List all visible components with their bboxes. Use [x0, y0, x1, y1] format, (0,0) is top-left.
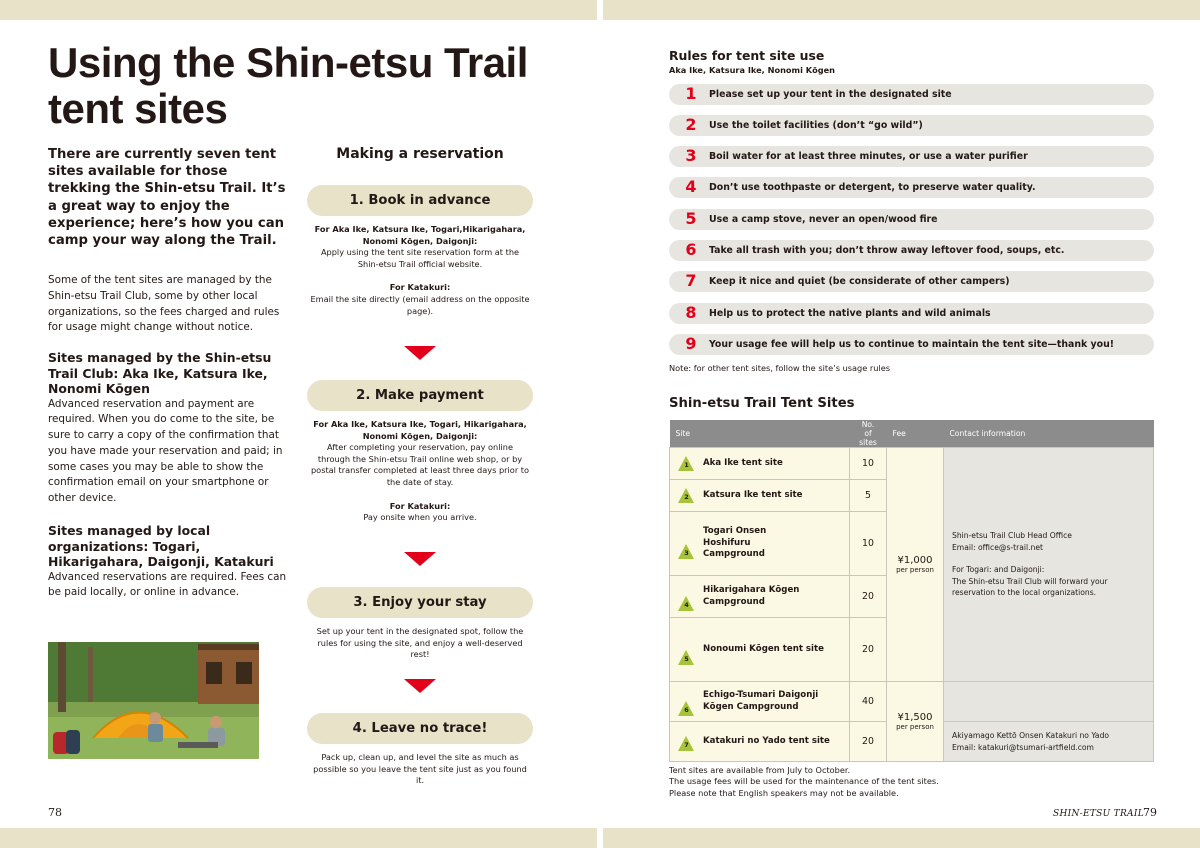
site-cell — [670, 448, 850, 480]
header-count-line1: No. — [861, 420, 875, 429]
contact-cell-1 — [944, 448, 1154, 682]
triangle-badge-icon: 2 — [678, 488, 695, 503]
site-count: 10 — [850, 448, 887, 480]
step-2-text — [310, 419, 530, 524]
site-count: 20 — [850, 576, 887, 618]
table-row — [670, 682, 1154, 722]
triangle-badge-icon: 5 — [678, 650, 695, 665]
step-1-text — [310, 224, 530, 317]
table-row — [670, 448, 1154, 480]
section-trail-club — [48, 350, 288, 507]
fee-amount-2: ¥1,500 — [897, 712, 933, 723]
step-4-text: Pack up, clean up, and level the site as much as possible so you leave the tent site just as you found it. — [313, 752, 527, 786]
rule-text: Please set up your tent in the designated site — [709, 89, 952, 100]
rules-note: Note: for other tent sites, follow the site’s usage rules — [669, 363, 891, 373]
top-band-left — [0, 0, 597, 20]
camping-photo — [48, 642, 259, 759]
step-1-bold-2: For Katakuri: — [389, 282, 451, 293]
header-count-line2: of sites — [859, 429, 877, 447]
down-arrow-icon — [404, 346, 436, 360]
rules-heading: Rules for tent site use — [669, 48, 825, 63]
title-line-1: Using the Shin-etsu Trail — [48, 39, 528, 86]
step-1-body: Apply using the tent site reservation form at the Shin-etsu Trail official website. — [320, 247, 520, 269]
header-site: Site — [670, 420, 850, 448]
site-name: Hikarigahara Kōgen Campground — [703, 585, 800, 607]
contact-1-line4: The Shin-etsu Trail Club will forward your reservation to the local organizations. — [952, 576, 1108, 598]
bottom-band-right — [603, 828, 1200, 848]
step-1-body-2: Email the site directly (email address on the opposite page). — [310, 293, 530, 316]
contact-2-line1: Akiyamago Kettō Onsen Katakuri no Yado — [952, 730, 1110, 740]
rules-subheading: Aka Ike, Katsura Ike, Nonomi Kōgen — [669, 65, 835, 75]
footer-line-2: The usage fees will be used for the maintenance of the tent sites. — [669, 776, 939, 787]
rule-number: 5 — [685, 209, 697, 228]
site-cell — [670, 618, 850, 682]
rule-number: 3 — [685, 146, 697, 165]
page-number-left: 78 — [48, 806, 62, 819]
step-2-pill: 2. Make payment — [307, 380, 533, 411]
rule-text: Use the toilet facilities (don’t “go wild”) — [709, 120, 923, 131]
section-trail-club-body: Advanced reservation and payment are required. When you do come to the site, be sure to carry a copy of the confirmation that you have made your reservation and paid; in some cases you may be able to show the confirmation email on your smartphone or other device. — [48, 397, 283, 505]
step-2-bold-2: For Katakuri: — [389, 500, 451, 511]
site-name: Katakuri no Yado tent site — [703, 735, 830, 746]
contact-blank — [944, 682, 1154, 722]
site-count: 20 — [850, 722, 887, 762]
rule-text: Boil water for at least three minutes, or use a water purifier — [709, 151, 1028, 162]
section-trail-club-heading: Sites managed by the Shin-etsu Trail Club: Aka Ike, Katsura Ike, Nonomi Kōgen — [48, 350, 272, 396]
site-cell — [670, 480, 850, 512]
contact-2-line2: Email: katakuri@tsumari-artfield.com — [952, 742, 1094, 752]
site-name: Aka Ike tent site — [703, 457, 783, 468]
rule-item — [669, 240, 1154, 261]
triangle-badge-icon: 7 — [678, 736, 695, 751]
site-cell — [670, 682, 850, 722]
step-1-bold: For Aka Ike, Katsura Ike, Togari,Hikarigahara, Nonomi Kōgen, Daigonji: — [314, 224, 526, 246]
site-count: 10 — [850, 512, 887, 576]
sites-footer-notes — [669, 765, 939, 799]
contact-1-line1: Shin-etsu Trail Club Head Office — [952, 531, 1072, 541]
site-cell — [670, 512, 850, 576]
triangle-badge-icon: 3 — [678, 544, 695, 559]
contact-cell-2 — [944, 722, 1154, 762]
fee-unit-2: per person — [896, 723, 934, 731]
rule-item — [669, 115, 1154, 136]
rule-text: Use a camp stove, never an open/wood fire — [709, 214, 938, 225]
section-local-orgs-heading: Sites managed by local organizations: Togari, Hikarigahara, Daigonji, Katakuri — [48, 523, 274, 569]
rule-text: Keep it nice and quiet (be considerate of other campers) — [709, 276, 1010, 287]
fee-cell-2 — [887, 682, 944, 762]
fee-cell-1 — [887, 448, 944, 682]
top-band-right — [603, 0, 1200, 20]
rule-number: 7 — [685, 271, 697, 290]
step-2-body-2: Pay onsite when you arrive. — [363, 512, 477, 523]
site-cell — [670, 576, 850, 618]
sites-heading: Shin-etsu Trail Tent Sites — [669, 396, 855, 411]
site-count: 20 — [850, 618, 887, 682]
step-2-bold: For Aka Ike, Katsura Ike, Togari, Hikarigahara, Nonomi Kōgen, Daigonji: — [313, 419, 527, 441]
site-name: Togari Onsen Hoshifuru Campground — [703, 526, 767, 560]
title-line-2: tent sites — [48, 85, 228, 132]
step-1-pill: 1. Book in advance — [307, 185, 533, 216]
rule-number: 2 — [685, 115, 697, 134]
rule-item — [669, 84, 1154, 105]
step-2-body: After completing your reservation, pay online through the Shin-etsu Trail online web shop, or by postal transfer completed at least three days prior to the date of stay. — [310, 442, 530, 487]
site-name: Nonoumi Kōgen tent site — [703, 643, 824, 654]
page-title — [48, 40, 568, 132]
rule-number: 9 — [685, 334, 697, 353]
triangle-badge-icon: 1 — [678, 456, 695, 471]
bottom-band-left — [0, 828, 597, 848]
header-count — [850, 420, 887, 448]
site-count: 40 — [850, 682, 887, 722]
header-contact: Contact information — [944, 420, 1154, 448]
lead-paragraph: There are currently seven tent sites available for those trekking the Shin-etsu Trail. It’s a great way to enjoy the experience; here’s how you can camp your way along the Trail. — [48, 147, 286, 249]
rule-item — [669, 271, 1154, 292]
camping-photo-illustration — [48, 642, 259, 759]
rule-text: Take all trash with you; don’t throw away leftover food, soups, etc. — [709, 245, 1065, 256]
rule-number: 4 — [685, 177, 697, 196]
down-arrow-icon — [404, 679, 436, 693]
rule-item — [669, 303, 1154, 324]
page-gutter — [597, 0, 603, 848]
site-name: Katsura Ike tent site — [703, 489, 803, 500]
rule-number: 1 — [685, 84, 697, 103]
rule-item — [669, 209, 1154, 230]
reservation-heading: Making a reservation — [336, 146, 504, 162]
table-header-row — [670, 420, 1154, 448]
footer-line-1: Tent sites are available from July to October. — [669, 765, 851, 775]
step-3-text: Set up your tent in the designated spot, follow the rules for using the site, and enjoy a well-deserved rest! — [316, 626, 524, 660]
contact-1-line3: For Togari: and Daigonji: — [952, 565, 1045, 575]
site-name: Echigo-Tsumari Daigonji Kōgen Campground — [703, 690, 819, 712]
rule-text: Help us to protect the native plants and wild animals — [709, 308, 991, 319]
rule-text: Don’t use toothpaste or detergent, to preserve water quality. — [709, 182, 1036, 193]
running-title: SHIN-ETSU TRAIL — [1053, 809, 1144, 819]
triangle-badge-icon: 4 — [678, 596, 695, 611]
site-count: 5 — [850, 480, 887, 512]
section-local-orgs-body: Advanced reservations are required. Fees can be paid locally, or online in advance. — [48, 570, 287, 599]
down-arrow-icon — [404, 552, 436, 566]
step-4-pill: 4. Leave no trace! — [307, 713, 533, 744]
tent-sites-table — [669, 420, 1154, 762]
header-fee: Fee — [887, 420, 944, 448]
fee-unit-1: per person — [896, 566, 934, 574]
footer-line-3: Please note that English speakers may not be available. — [669, 787, 899, 798]
contact-1-line2: Email: office@s-trail.net — [952, 542, 1044, 552]
page-number-right: 79 — [1143, 806, 1157, 819]
site-cell — [670, 722, 850, 762]
step-3-pill: 3. Enjoy your stay — [307, 587, 533, 618]
rule-text: Your usage fee will help us to continue to maintain the tent site—thank you! — [709, 339, 1115, 350]
intro-paragraph: Some of the tent sites are managed by the Shin-etsu Trail Club, some by other local organizations, so the fees charged and rules for usage might change without notice. — [48, 274, 280, 334]
rule-number: 6 — [685, 240, 697, 259]
fee-amount-1: ¥1,000 — [897, 555, 933, 566]
rule-item — [669, 334, 1154, 355]
rule-number: 8 — [685, 303, 697, 322]
rule-item — [669, 177, 1154, 198]
triangle-badge-icon: 6 — [678, 701, 695, 716]
section-local-orgs — [48, 523, 288, 601]
rule-item — [669, 146, 1154, 167]
